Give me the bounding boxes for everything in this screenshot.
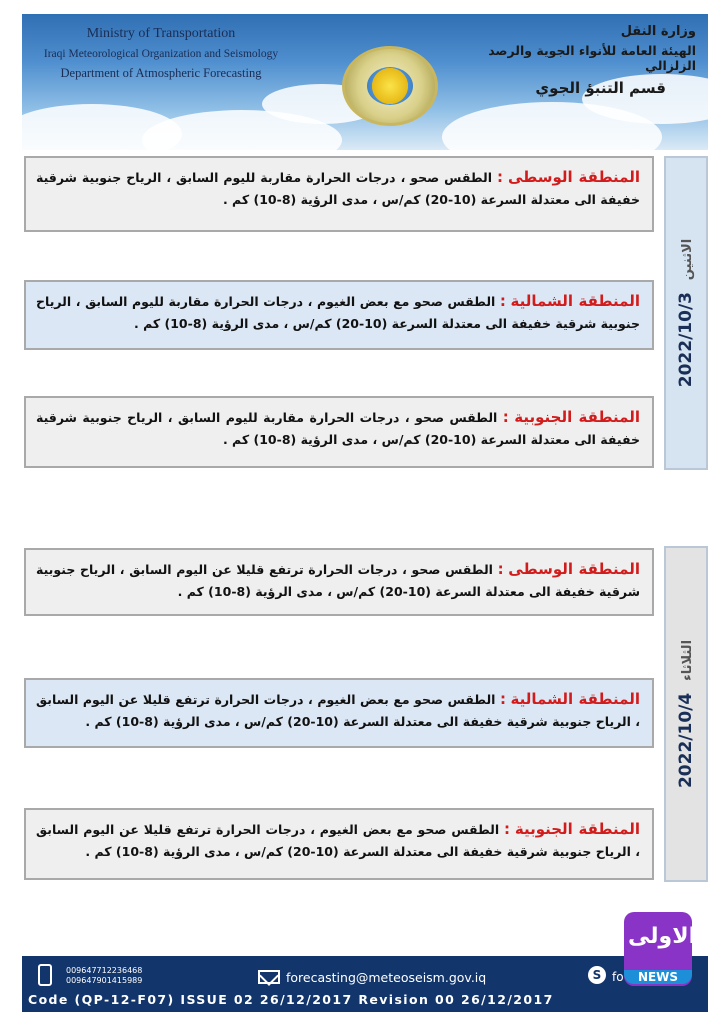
region-colon: :	[502, 408, 509, 426]
day-forecast-group	[22, 156, 710, 470]
region-colon: :	[499, 292, 506, 310]
date-label	[676, 239, 696, 387]
department-name-ar: قسم التنبؤ الجوي	[535, 79, 666, 97]
region-forecast-north	[24, 678, 654, 748]
weekday: الثلاثاء	[680, 639, 695, 681]
region-colon: :	[497, 560, 504, 578]
organization-name-ar: الهيئة العامة للأنواء الجوية والرصد الزلزالي	[488, 43, 696, 73]
organization-name-en: Iraqi Meteorological Organization and Seismology	[43, 48, 279, 60]
department-name-en: Department of Atmospheric Forecasting	[60, 66, 262, 80]
ministry-name-en: Ministry of Transportation	[86, 26, 236, 41]
document-code-line: Code (QP-12-F07) ISSUE 02 26/12/2017 Revision 00 26/12/2017	[28, 992, 554, 1007]
region-text: الطقس صحو مع بعض الغيوم ، درجات الحرارة ترتفع قليلا عن اليوم السابق ، الرياح جنوبية شرقية خفيفة الى معتدلة السرعة (10-20) كم/س ، مدى الرؤية (8-10) كم .	[36, 692, 640, 729]
email-address[interactable]: forecasting@meteoseism.gov.iq	[286, 970, 487, 985]
region-name: المنطقة الوسطى	[508, 560, 640, 578]
region-forecast-north	[24, 280, 654, 350]
region-colon: :	[497, 168, 503, 186]
day-forecast-group	[22, 546, 710, 882]
region-text: الطقس صحو مع بعض الغيوم ، درجات الحرارة ترتفع قليلا عن اليوم السابق ، الرياح جنوبية شرقية خفيفة الى معتدلة السرعة (10-20) كم/س ، مدى الرؤية (8-10) كم .	[36, 822, 640, 859]
region-name: المنطقة الشمالية	[510, 292, 640, 310]
date-sidebar	[664, 156, 708, 470]
region-name: المنطقة الجنوبية	[514, 820, 640, 838]
sun-cloud-emblem-icon	[367, 67, 413, 105]
region-forecast-south	[24, 808, 654, 880]
news-watermark-logo	[624, 912, 697, 986]
phone-number: 009647712236468	[66, 966, 143, 975]
date: 2022/10/3	[676, 292, 696, 388]
watermark-news: NEWS	[624, 970, 692, 984]
region-text: الطقس صحو ، درجات الحرارة مقاربة لليوم السابق ، الرياح جنوبية شرقية خفيفة الى معتدلة السرعة (10-20) كم/س ، مدى الرؤية (8-10) كم .	[36, 410, 640, 447]
region-forecast-central	[24, 548, 654, 616]
header-banner	[22, 14, 708, 150]
region-name: المنطقة الوسطى	[507, 168, 641, 186]
skype-icon: S	[588, 966, 606, 984]
region-colon: :	[500, 690, 506, 708]
ministry-name-ar: وزارة النقل	[620, 24, 696, 39]
phone-number: 009647901415989	[66, 976, 143, 985]
region-name: المنطقة الشمالية	[510, 690, 640, 708]
watermark-brand: الاولى	[628, 924, 697, 949]
region-text: الطقس صحو ، درجات الحرارة مقاربة لليوم السابق ، الرياح جنوبية شرقية خفيفة الى معتدلة السرعة (10-20) كم/س ، مدى الرؤية (8-10) كم .	[36, 170, 640, 207]
region-text: الطقس صحو ، درجات الحرارة ترتفع قليلا عن اليوم السابق ، الرياح جنوبية شرقية خفيفة الى معتدلة السرعة (10-20) كم/س ، مدى الرؤية (8-10) كم .	[36, 562, 640, 599]
region-text: الطقس صحو مع بعض الغيوم ، درجات الحرارة مقاربة لليوم السابق ، الرياح جنوبية شرقية خفيفة الى معتدلة السرعة (10-20) كم/س ، مدى الرؤية (8-10) كم .	[36, 294, 640, 331]
header-arabic-block	[466, 24, 696, 97]
mail-icon	[258, 970, 280, 984]
date-label	[676, 640, 696, 788]
date-sidebar	[664, 546, 708, 882]
phone-icon	[38, 964, 52, 986]
region-forecast-central	[24, 156, 654, 232]
region-colon: :	[504, 820, 510, 838]
weekday: الاثنين	[680, 238, 695, 281]
region-forecast-south	[24, 396, 654, 468]
skype-handle: fo	[612, 970, 624, 984]
footer-bar	[22, 956, 708, 1012]
region-name: المنطقة الجنوبية	[514, 408, 640, 426]
header-english-block	[36, 26, 286, 81]
date: 2022/10/4	[676, 692, 696, 789]
phone-numbers	[66, 966, 142, 986]
organization-logo	[342, 46, 438, 126]
